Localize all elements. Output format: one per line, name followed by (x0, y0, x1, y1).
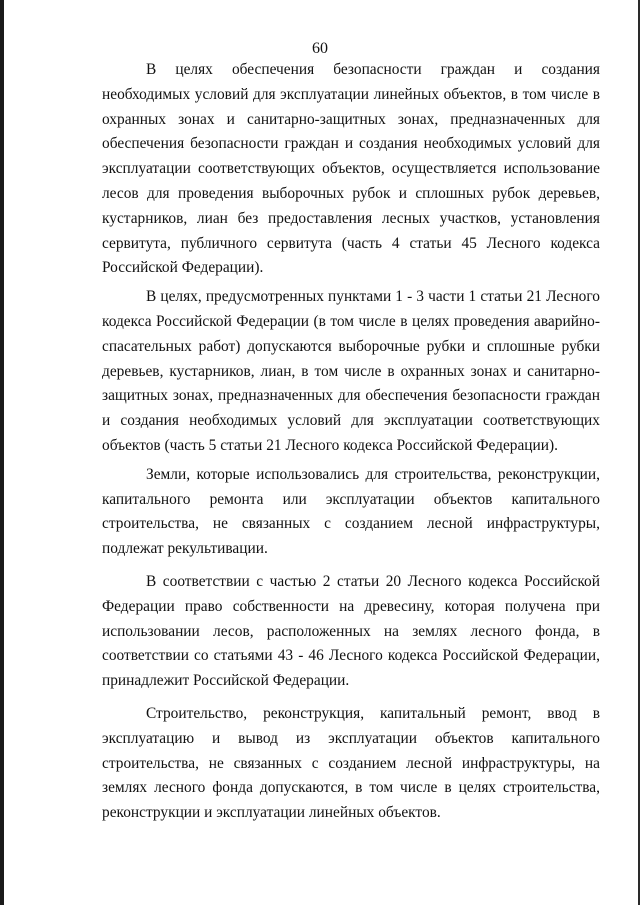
paragraph-3: Земли, которые использовались для строительства, реконструкции, капитального ремонта или эксплуатации объектов капитального строительства, не связанных с созданием лесной инфраструктуры, подлежат рекультивации. (102, 465, 600, 558)
document-body (102, 58, 600, 826)
paragraph-2: В целях, предусмотренных пунктами 1 - 3 части 1 статьи 21 Лесного кодекса Российской Федерации (в том числе в целях проведения аварийно-спасательных работ) допускаются выборочные рубки и сплошные рубки деревьев, кустарников, лиан, в том числе в охранных зонах и санитарно-защитных зонах, предназначенных для обеспечения безопасности граждан и создания необходимых условий для эксплуатации соответствующих объектов (часть 5 статьи 21 Лесного кодекса Российской Федерации). (102, 288, 600, 454)
paragraph-1: В целях обеспечения безопасности граждан и создания необходимых условий для эксплуатации линейных объектов, в том числе в охранных зонах и санитарно-защитных зонах, предназначенных для обеспечения безопасности граждан и создания необходимых условий для эксплуатации соответствующих объектов, осуществляется использование лесов для проведения выборочных рубок и сплошных рубок деревьев, кустарников, лиан без предоставления лесных участков, установления сервитута, публичного сервитута (часть 4 статьи 45 Лесного кодекса Российской Федерации). (102, 61, 600, 277)
paragraph-5: Строительство, реконструкция, капитальный ремонт, ввод в эксплуатацию и вывод из эксплуатации объектов капитального строительства, не связанных с созданием лесной инфраструктуры, на землях лесного фонда допускаются, в том числе в целях строительства, реконструкции и эксплуатации линейных объектов. (102, 704, 600, 822)
scan-border-left (0, 0, 4, 905)
page-number: 60 (312, 40, 328, 57)
paragraph-4: В соответствии с частью 2 статьи 20 Лесного кодекса Российской Федерации право собственности на древесину, которая получена при использовании лесов, расположенных на землях лесного фонда, в соответствии со статьями 43 - 46 Лесного кодекса Российской Федерации, принадлежит Российской Федерации. (102, 572, 600, 690)
